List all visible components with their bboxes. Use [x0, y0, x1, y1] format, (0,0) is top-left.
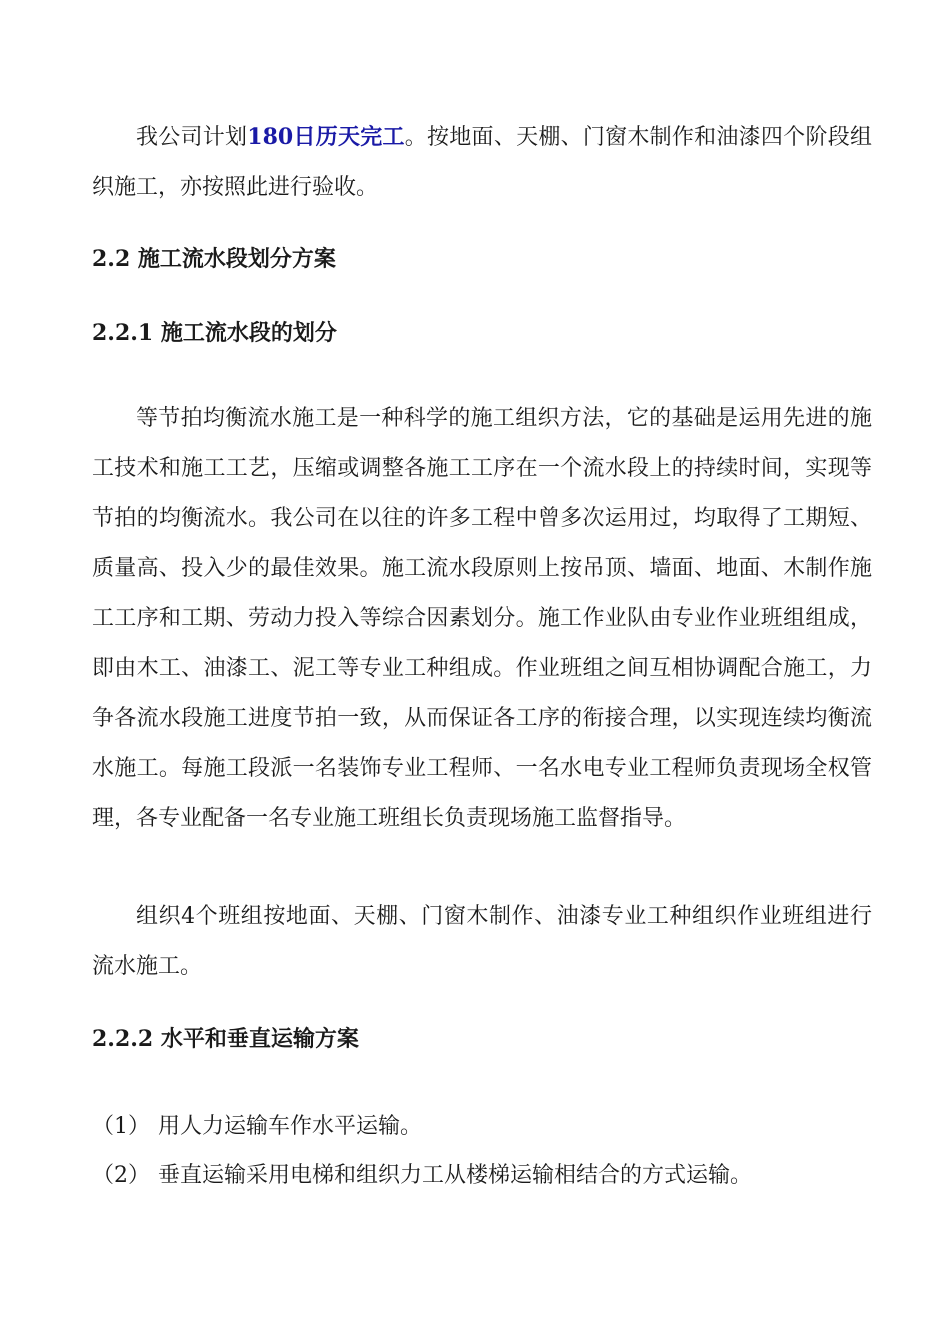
list-item — [92, 1112, 422, 1142]
teams-paragraph: 组织4个班组按地面、天棚、门窗木制作、油漆专业工种组织作业班组进行流水施工。 — [92, 904, 872, 979]
list-item — [92, 1161, 752, 1191]
list-item-text: 垂直运输采用电梯和组织力工从楼梯运输相结合的方式运输。 — [158, 1163, 753, 1188]
section-heading-2-2-1: 2.2.1 施工流水段的划分 — [92, 320, 337, 346]
intro-paragraph — [92, 112, 872, 213]
intro-text-after: 。按地面、天棚、门窗木制作和油漆四个阶段组织施工，亦按照此进行验收。 — [92, 125, 872, 200]
list-item-number: （2） — [92, 1163, 150, 1188]
intro-text-before: 我公司计划 — [136, 125, 248, 150]
list-item-number: （1） — [92, 1114, 150, 1139]
duration-highlight: 180日历天完工 — [247, 124, 405, 150]
section-heading-2-2-2: 2.2.2 水平和垂直运输方案 — [92, 1026, 359, 1052]
list-item-text: 用人力运输车作水平运输。 — [158, 1114, 423, 1139]
main-paragraph: 等节拍均衡流水施工是一种科学的施工组织方法，它的基础是运用先进的施工技术和施工工艺，压缩或调整各施工工序在一个流水段上的持续时间，实现等节拍的均衡流水。我公司在以往的许多工程中曾多次运用过，均取得了工期短、质量高、投入少的最佳效果。施工流水段原则上按吊顶、墙面、地面、木制作施工工序和工期、劳动力投入等综合因素划分。施工作业队由专业作业班组组成，即由木工、油漆工、泥工等专业工种组成。作业班组之间互相协调配合施工，力争各流水段施工进度节拍一致，从而保证各工序的衔接合理，以实现连续均衡流水施工。每施工段派一名装饰专业工程师、一名水电专业工程师负责现场全权管理，各专业配备一名专业施工班组长负责现场施工监督指导。 — [92, 406, 872, 831]
section-heading-2-2: 2.2 施工流水段划分方案 — [92, 246, 336, 272]
